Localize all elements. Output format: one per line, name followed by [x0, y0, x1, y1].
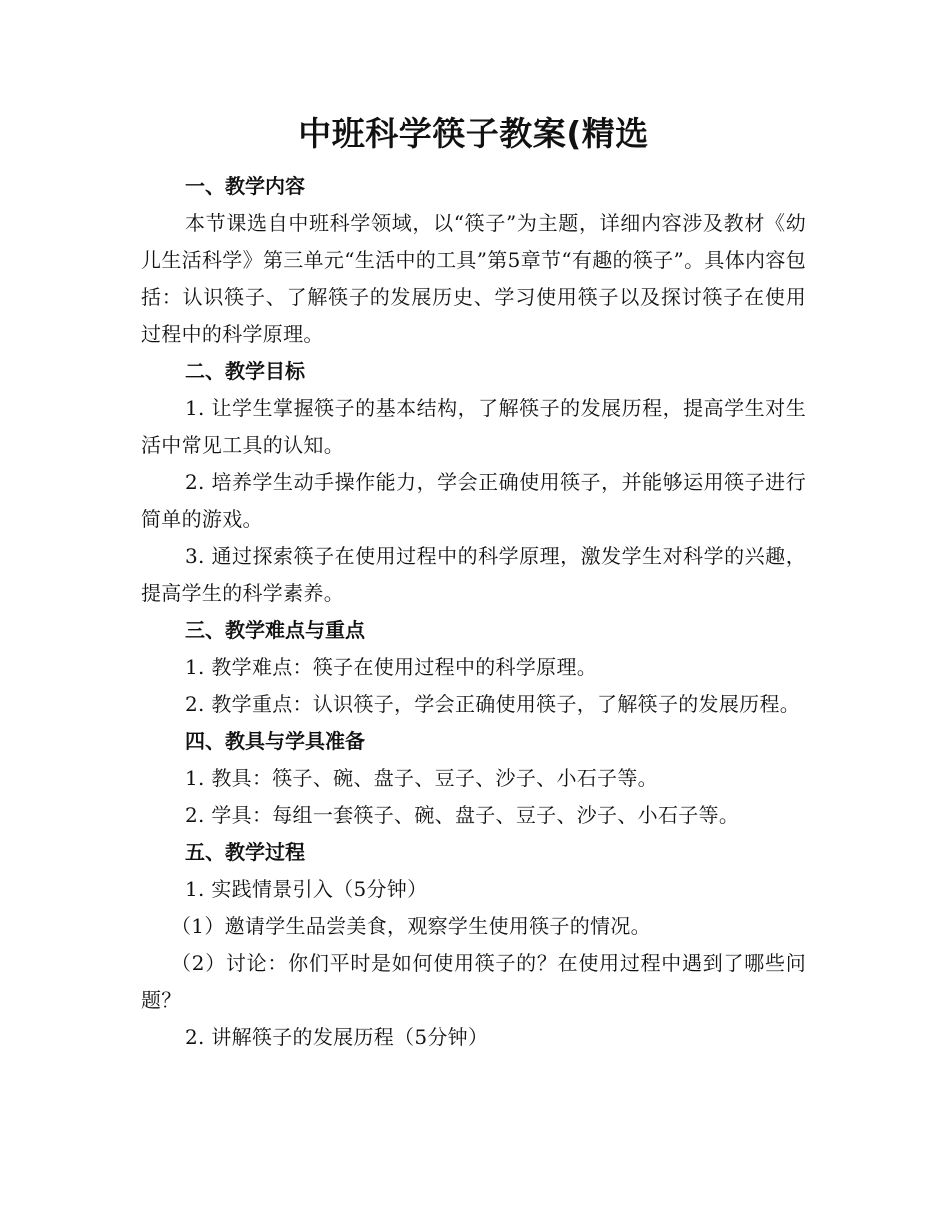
document-page [141, 110, 806, 1056]
paragraph: 1. 教学难点：筷子在使用过程中的科学原理。 [185, 655, 598, 679]
section-heading-materials: 四、教具与学具准备 [185, 729, 365, 753]
paragraph: 2. 讲解筷子的发展历程（5分钟） [185, 1025, 489, 1049]
section-heading-content: 一、教学内容 [185, 174, 305, 198]
paragraph: （2）讨论：你们平时是如何使用筷子的？在使用过程中遇到了哪些问题？ [141, 951, 806, 1012]
paragraph: 1. 实践情景引入（5分钟） [185, 877, 428, 901]
paragraph: 3. 通过探索筷子在使用过程中的科学原理，激发学生对科学的兴趣，提高学生的科学素养。 [141, 544, 806, 605]
section-heading-process: 五、教学过程 [185, 840, 305, 864]
paragraph: 2. 学具：每组一套筷子、碗、盘子、豆子、沙子、小石子等。 [185, 803, 740, 827]
document-title: 中班科学筷子教案(精选 [298, 114, 649, 153]
paragraph: 1. 让学生掌握筷子的基本结构，了解筷子的发展历程，提高学生对生活中常见工具的认知。 [141, 396, 806, 457]
section-heading-objectives: 二、教学目标 [185, 359, 305, 383]
paragraph: 本节课选自中班科学领域，以“筷子”为主题，详细内容涉及教材《幼儿生活科学》第三单元“生活中的工具”第5章节“有趣的筷子”。具体内容包括：认识筷子、了解筷子的发展历史、学习使用筷子以及探讨筷子在使用过程中的科学原理。 [141, 211, 806, 346]
paragraph: 2. 教学重点：认识筷子，学会正确使用筷子，了解筷子的发展历程。 [185, 692, 801, 716]
paragraph: 2. 培养学生动手操作能力，学会正确使用筷子，并能够运用筷子进行简单的游戏。 [141, 470, 806, 531]
paragraph: （1）邀请学生品尝美食，观察学生使用筷子的情况。 [171, 914, 651, 938]
section-heading-difficulties: 三、教学难点与重点 [185, 618, 365, 642]
paragraph: 1. 教具：筷子、碗、盘子、豆子、沙子、小石子等。 [185, 766, 658, 790]
